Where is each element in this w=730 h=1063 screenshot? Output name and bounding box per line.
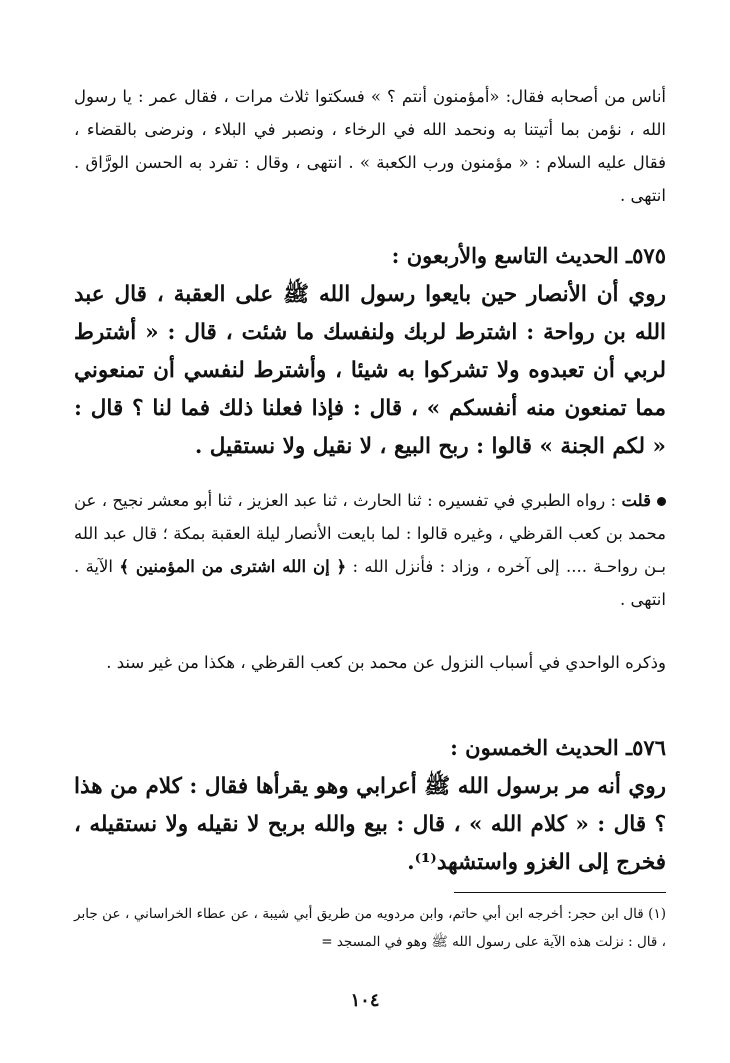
- hadith-575-commentary: [74, 484, 666, 616]
- commentary-end: الآية . انتهى .: [74, 557, 666, 609]
- commentary-text: : رواه الطبري في تفسيره : ثنا الحارث ، ثنا عبد العزيز ، ثنا أبو معشر نجيح ، عن محمد بن كعب القرظي ، وغيره قالوا : لما بايعت الأنصار ليلة العقبة بمكة ؛ قال عبد الله بـن رواحـة .... إلى آخره ، وزاد : فأنزل الله :: [74, 491, 666, 576]
- bullet-icon: [657, 497, 666, 506]
- hadith-575-heading: ٥٧٥ـ الحديث التاسع والأربعون :: [391, 243, 666, 268]
- hadith-575-text: روي أن الأنصار حين بايعوا رسول الله ﷺ على العقبة ، قال عبد الله بن رواحة : اشترط لربك ولنفسك ما شئت ، قال : « أشترط لربي أن تعبدوه ولا تشركوا به شيئا ، وأشترط لنفسي أن تمنعوني مما تمنعون منه أنفسكم » ، قال : فإذا فعلنا ذلك فما لنا ؟ قال : « لكم الجنة » قالوا : ربح البيع ، لا نقيل ولا نستقيل .: [74, 282, 666, 459]
- hadith-576-heading: ٥٧٦ـ الحديث الخمسون :: [450, 735, 666, 760]
- page-number: ١٠٤: [350, 990, 380, 1011]
- commentary-label: قلت: [621, 491, 652, 510]
- wahidi-paragraph: وذكره الواحدي في أسباب النزول عن محمد بن كعب القرظي ، هكذا من غير سند .: [106, 653, 666, 672]
- footnote: (١) قال ابن حجر: أخرجه ابن أبي حاتم، وابن مردويه من طريق أبي شيبة ، عن عطاء الخراساني ، عن جابر ، قال : نزلت هذه الآية على رسول الله ﷺ وهو في المسجد =: [74, 906, 666, 950]
- hadith-576-text: روي أنه مر برسول الله ﷺ أعرابي وهو يقرأها فقال : كلام من هذا ؟ قال : « كلام الله » ، قال : بيع والله بربح لا نقيله ولا نستقيله ، فخرج إلى الغزو واستشهد⁽¹⁾.: [74, 774, 666, 875]
- quran-quote: ﴿ إن الله اشترى من المؤمنين ﴾: [119, 557, 347, 576]
- intro-paragraph: أناس من أصحابه فقال: «أمؤمنون أنتم ؟ » فسكتوا ثلاث مرات ، فقال عمر : يا رسول الله ، نؤمن بما أتيتنا به ونحمد الله في الرخاء ، ونصبر في البلاء ، ونرضى بالقضاء ، فقال عليه السلام : « مؤمنون ورب الكعبة » . انتهى ، وقال : تفرد به الحسن الورَّاق . انتهى .: [74, 87, 666, 205]
- footnote-divider: [454, 892, 666, 893]
